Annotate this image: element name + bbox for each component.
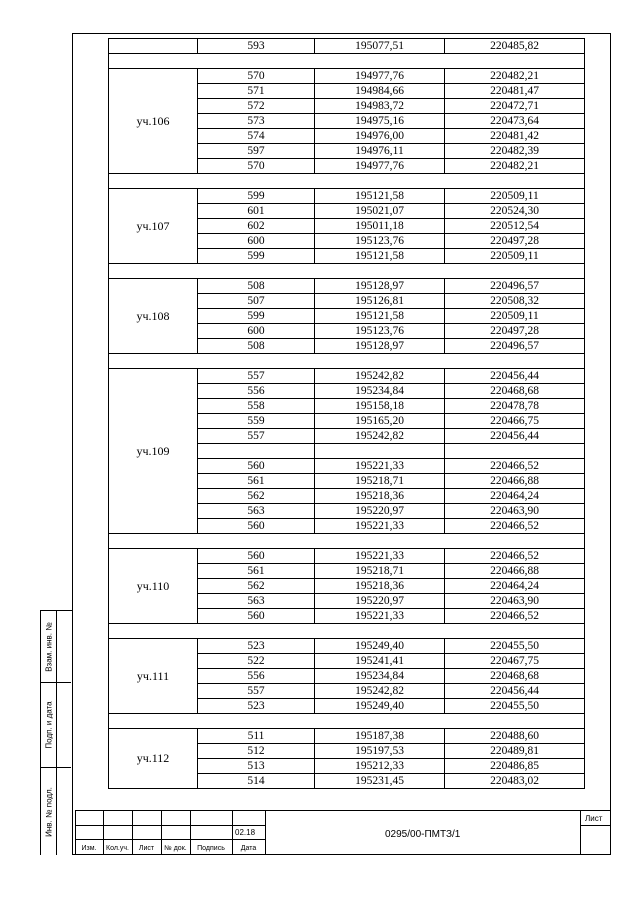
y-coordinate: 220496,57	[445, 279, 585, 294]
y-coordinate: 220466,88	[445, 564, 585, 579]
point-number: 557	[198, 684, 315, 699]
side-cell-sign-date	[41, 683, 71, 768]
y-coordinate: 220509,11	[445, 249, 585, 264]
separator-cell	[109, 624, 585, 639]
x-coordinate	[315, 444, 445, 459]
y-coordinate: 220512,54	[445, 219, 585, 234]
point-number: 512	[198, 744, 315, 759]
point-number: 523	[198, 699, 315, 714]
x-coordinate: 195197,53	[315, 744, 445, 759]
x-coordinate: 195242,82	[315, 429, 445, 444]
plot-label: уч.109	[109, 369, 198, 534]
y-coordinate: 220481,47	[445, 84, 585, 99]
point-number: 507	[198, 294, 315, 309]
x-coordinate: 195234,84	[315, 669, 445, 684]
y-coordinate: 220481,42	[445, 129, 585, 144]
plot-label: уч.107	[109, 189, 198, 264]
x-coordinate: 195241,41	[315, 654, 445, 669]
point-number: 560	[198, 549, 315, 564]
y-coordinate: 220455,50	[445, 699, 585, 714]
x-coordinate: 195234,84	[315, 384, 445, 399]
plot-label-cell	[109, 39, 198, 54]
x-coordinate: 195242,82	[315, 369, 445, 384]
point-number: 562	[198, 579, 315, 594]
y-coordinate: 220482,21	[445, 69, 585, 84]
point-number: 597	[198, 144, 315, 159]
x-coordinate: 194976,00	[315, 129, 445, 144]
x-coordinate: 195218,71	[315, 474, 445, 489]
point-number: 561	[198, 564, 315, 579]
plot-label: уч.106	[109, 69, 198, 174]
point-number: 573	[198, 114, 315, 129]
point-number: 508	[198, 279, 315, 294]
separator-cell	[109, 264, 585, 279]
caption-signature: Подпись	[197, 845, 225, 852]
point-number: 570	[198, 69, 315, 84]
y-coordinate: 220466,52	[445, 549, 585, 564]
table-row	[109, 279, 585, 294]
point-number	[198, 444, 315, 459]
x-coordinate: 195218,36	[315, 579, 445, 594]
x-coordinate: 195121,58	[315, 249, 445, 264]
separator-row	[109, 354, 585, 369]
caption-sheet: Лист	[138, 845, 155, 852]
point-number: 557	[198, 369, 315, 384]
x-coordinate: 195121,58	[315, 309, 445, 324]
stamp-row-line	[75, 839, 265, 840]
point-number: 574	[198, 129, 315, 144]
x-coordinate: 194975,16	[315, 114, 445, 129]
x-coordinate: 195218,71	[315, 564, 445, 579]
point-number: 593	[198, 39, 315, 54]
point-number: 513	[198, 759, 315, 774]
y-coordinate: 220488,60	[445, 729, 585, 744]
plot-label: уч.110	[109, 549, 198, 624]
stamp-row-line	[580, 825, 611, 826]
x-coordinate: 195220,97	[315, 594, 445, 609]
caption-doc-number: № док.	[164, 845, 187, 852]
point-number: 522	[198, 654, 315, 669]
y-coordinate: 220464,24	[445, 489, 585, 504]
point-number: 563	[198, 594, 315, 609]
table-row	[109, 69, 585, 84]
point-number: 511	[198, 729, 315, 744]
y-coordinate: 220466,88	[445, 474, 585, 489]
point-number: 560	[198, 609, 315, 624]
plot-label: уч.111	[109, 639, 198, 714]
y-coordinate: 220497,28	[445, 234, 585, 249]
y-coordinate: 220524,30	[445, 204, 585, 219]
x-coordinate: 195221,33	[315, 519, 445, 534]
x-coordinate: 195221,33	[315, 459, 445, 474]
point-number: 561	[198, 474, 315, 489]
y-coordinate: 220472,71	[445, 99, 585, 114]
y-coordinate: 220496,57	[445, 339, 585, 354]
side-cell-replace	[41, 611, 71, 683]
y-coordinate: 220456,44	[445, 684, 585, 699]
y-coordinate: 220464,24	[445, 579, 585, 594]
y-coordinate: 220478,78	[445, 399, 585, 414]
y-coordinate: 220468,68	[445, 384, 585, 399]
document-code: 0295/00-ПМТЗ/1	[385, 829, 461, 840]
point-number: 558	[198, 399, 315, 414]
point-number: 571	[198, 84, 315, 99]
separator-cell	[109, 174, 585, 189]
x-coordinate: 195077,51	[315, 39, 445, 54]
y-coordinate: 220497,28	[445, 324, 585, 339]
plot-label: уч.108	[109, 279, 198, 354]
separator-row	[109, 264, 585, 279]
point-number: 600	[198, 324, 315, 339]
point-number: 556	[198, 669, 315, 684]
y-coordinate: 220455,50	[445, 639, 585, 654]
x-coordinate: 194977,76	[315, 159, 445, 174]
separator-cell	[109, 54, 585, 69]
sheet-label: Лист	[585, 814, 603, 823]
coordinates-table	[108, 38, 585, 789]
y-coordinate: 220509,11	[445, 309, 585, 324]
side-label-replace: Взам. инв. №	[44, 621, 54, 672]
side-label-sign-date: Подп. и дата	[44, 701, 54, 749]
y-coordinate: 220467,75	[445, 654, 585, 669]
separator-row	[109, 54, 585, 69]
y-coordinate: 220508,32	[445, 294, 585, 309]
x-coordinate: 195231,45	[315, 774, 445, 789]
x-coordinate: 194984,66	[315, 84, 445, 99]
y-coordinate: 220466,75	[445, 414, 585, 429]
table-row	[109, 549, 585, 564]
y-coordinate: 220463,90	[445, 594, 585, 609]
x-coordinate: 195221,33	[315, 609, 445, 624]
table-row	[109, 39, 585, 54]
point-number: 560	[198, 519, 315, 534]
x-coordinate: 195218,36	[315, 489, 445, 504]
y-coordinate: 220466,52	[445, 459, 585, 474]
point-number: 601	[198, 204, 315, 219]
x-coordinate: 195123,76	[315, 234, 445, 249]
y-coordinate: 220489,81	[445, 744, 585, 759]
plot-label: уч.112	[109, 729, 198, 789]
separator-cell	[109, 714, 585, 729]
stamp-row-line	[75, 825, 265, 826]
x-coordinate: 195011,18	[315, 219, 445, 234]
separator-row	[109, 714, 585, 729]
side-strip	[40, 610, 72, 855]
separator-cell	[109, 354, 585, 369]
y-coordinate: 220482,39	[445, 144, 585, 159]
point-number: 514	[198, 774, 315, 789]
x-coordinate: 195249,40	[315, 699, 445, 714]
x-coordinate: 195128,97	[315, 339, 445, 354]
table-row	[109, 639, 585, 654]
y-coordinate: 220456,44	[445, 429, 585, 444]
table-row	[109, 729, 585, 744]
side-label-inventory: Инв. № подл.	[44, 787, 54, 837]
stamp-divider	[265, 811, 266, 855]
point-number: 602	[198, 219, 315, 234]
x-coordinate: 195165,20	[315, 414, 445, 429]
point-number: 508	[198, 339, 315, 354]
y-coordinate: 220483,02	[445, 774, 585, 789]
point-number: 600	[198, 234, 315, 249]
separator-cell	[109, 534, 585, 549]
y-coordinate: 220456,44	[445, 369, 585, 384]
point-number: 572	[198, 99, 315, 114]
table-row	[109, 189, 585, 204]
caption-date: Дата	[240, 845, 257, 852]
y-coordinate: 220473,64	[445, 114, 585, 129]
y-coordinate: 220486,85	[445, 759, 585, 774]
x-coordinate: 194977,76	[315, 69, 445, 84]
y-coordinate	[445, 444, 585, 459]
y-coordinate: 220466,52	[445, 519, 585, 534]
point-number: 523	[198, 639, 315, 654]
x-coordinate: 195128,97	[315, 279, 445, 294]
x-coordinate: 195220,97	[315, 504, 445, 519]
y-coordinate: 220482,21	[445, 159, 585, 174]
y-coordinate: 220463,90	[445, 504, 585, 519]
point-number: 560	[198, 459, 315, 474]
x-coordinate: 195123,76	[315, 324, 445, 339]
point-number: 562	[198, 489, 315, 504]
point-number: 570	[198, 159, 315, 174]
stamp-divider	[580, 811, 581, 855]
x-coordinate: 195242,82	[315, 684, 445, 699]
caption-change: Изм.	[81, 845, 97, 852]
point-number: 557	[198, 429, 315, 444]
y-coordinate: 220485,82	[445, 39, 585, 54]
point-number: 599	[198, 249, 315, 264]
x-coordinate: 195221,33	[315, 549, 445, 564]
point-number: 559	[198, 414, 315, 429]
revision-date: 02.18	[235, 828, 256, 837]
x-coordinate: 194976,11	[315, 144, 445, 159]
y-coordinate: 220509,11	[445, 189, 585, 204]
point-number: 556	[198, 384, 315, 399]
x-coordinate: 195212,33	[315, 759, 445, 774]
y-coordinate: 220466,52	[445, 609, 585, 624]
point-number: 599	[198, 189, 315, 204]
title-block	[75, 810, 611, 855]
side-cell-inventory	[41, 768, 71, 856]
point-number: 599	[198, 309, 315, 324]
separator-row	[109, 174, 585, 189]
x-coordinate: 195187,38	[315, 729, 445, 744]
x-coordinate: 195126,81	[315, 294, 445, 309]
caption-count: Кол.уч.	[106, 845, 129, 852]
x-coordinate: 195121,58	[315, 189, 445, 204]
x-coordinate: 195021,07	[315, 204, 445, 219]
point-number: 563	[198, 504, 315, 519]
x-coordinate: 195158,18	[315, 399, 445, 414]
coordinates-table-body	[109, 39, 585, 789]
separator-row	[109, 534, 585, 549]
x-coordinate: 195249,40	[315, 639, 445, 654]
table-row	[109, 369, 585, 384]
separator-row	[109, 624, 585, 639]
y-coordinate: 220468,68	[445, 669, 585, 684]
x-coordinate: 194983,72	[315, 99, 445, 114]
